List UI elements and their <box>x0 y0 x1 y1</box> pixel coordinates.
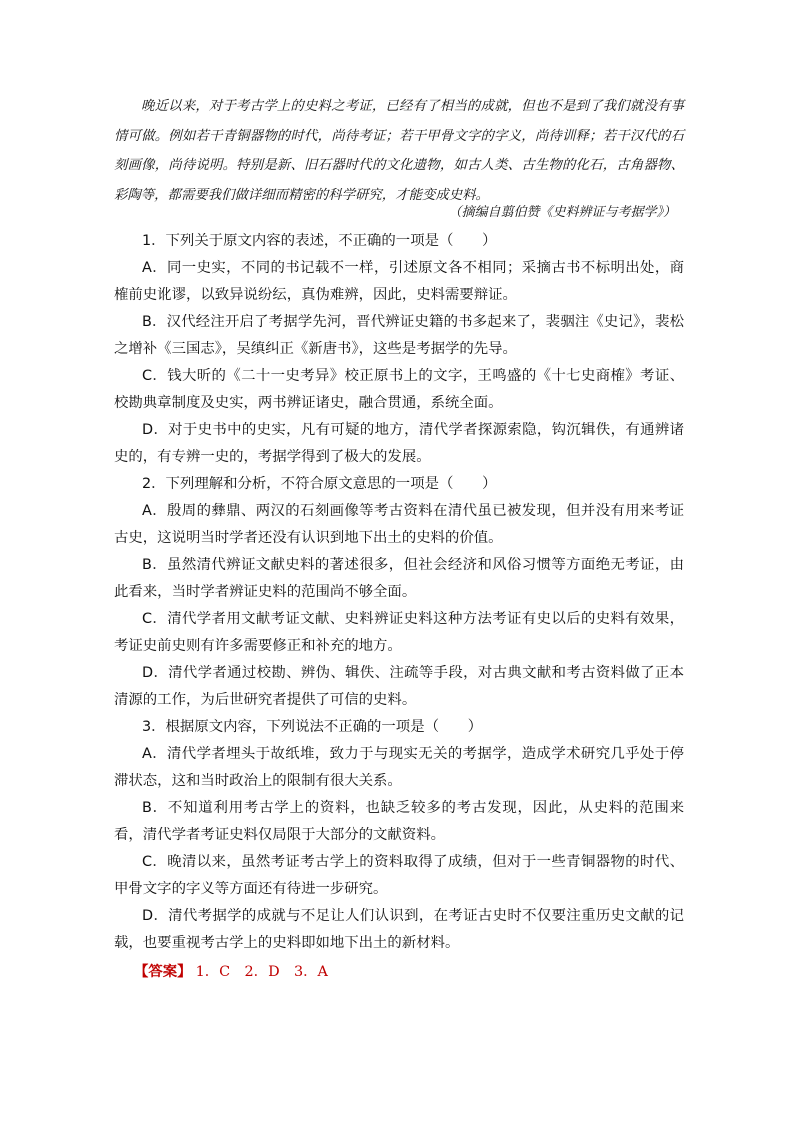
option-c: C．清代学者用文献考证文献、史料辨证史料这种方法考证有史以后的史料有效果，考证史前史则有许多需要修正和补充的地方。 <box>114 611 684 654</box>
option-a: A．殷周的彝鼎、两汉的石刻画像等考古资料在清代虽已被发现，但并没有用来考证古史，这说明当时学者还没有认识到地下出土的史料的价值。 <box>114 503 684 546</box>
option-c: C．晚清以来，虽然考证考古学上的资料取得了成绩，但对于一些青铜器物的时代、甲骨文字的字义等方面还有待进一步研究。 <box>114 854 684 897</box>
question-3 <box>114 714 684 957</box>
question-2 <box>114 471 684 714</box>
option-c: C．钱大昕的《二十一史考异》校正原书上的文字，王鸣盛的《十七史商榷》考证、校勘典章制度及史实，两书辨证诸史，融合贯通，系统全面。 <box>114 368 684 411</box>
question-1 <box>114 228 684 471</box>
option-a: A．清代学者埋头于故纸堆，致力于与现实无关的考据学，造成学术研究几乎处于停滞状态，这和当时政治上的限制有很大关系。 <box>114 746 684 789</box>
answer-line <box>114 959 684 986</box>
passage-excerpt <box>114 92 684 210</box>
option-b: B．虽然清代辨证文献史料的著述很多，但社会经济和风俗习惯等方面绝无考证，由此看来，当时学者辨证史料的范围尚不够全面。 <box>114 557 684 600</box>
option-d: D．清代考据学的成就与不足让人们认识到，在考证古史时不仅要注重历史文献的记载，也要重视考古学上的史料即如地下出土的新材料。 <box>114 908 684 951</box>
option-a: A．同一史实，不同的书记载不一样，引述原文各不相同；采摘古书不标明出处，商榷前史讹谬，以致异说纷纭，真伪难辨，因此，史料需要辩证。 <box>114 260 684 303</box>
passage-source: （摘编自翦伯赞《史料辨证与考据学》） <box>448 205 676 220</box>
answer-label: 【答案】 <box>134 964 192 980</box>
question-stem: 3．根据原文内容，下列说法不正确的一项是（ ） <box>142 719 483 735</box>
question-stem: 1．下列关于原文内容的表述，不正确的一项是（ ） <box>142 233 497 249</box>
answer-key: 1．C 2．D 3．A <box>195 964 328 980</box>
question-stem: 2．下列理解和分析，不符合原文意思的一项是（ ） <box>142 476 497 492</box>
question-list <box>114 228 684 986</box>
passage-paragraph: 晚近以来，对于考古学上的史料之考证，已经有了相当的成就，但也不是到了我们就没有事情可做。例如若干青铜器物的时代，尚待考证；若干甲骨文字的字义，尚待训释；若干汉代的石刻画像，尚待说明。特别是新、旧石器时代的文化遗物，如古人类、古生物的化石，古角器物、彩陶等，都需要我们做详细而精密的科学研究，才能变成史料。 <box>114 99 684 203</box>
option-b: B．汉代经注开启了考据学先河，晋代辨证史籍的书多起来了，裴骃注《史记》，裴松之增补《三国志》，吴缜纠正《新唐书》，这些是考据学的先导。 <box>114 314 684 357</box>
option-d: D．清代学者通过校勘、辨伪、辑佚、注疏等手段，对古典文献和考古资料做了正本清源的工作，为后世研究者提供了可信的史料。 <box>114 665 684 708</box>
option-d: D．对于史书中的史实，凡有可疑的地方，清代学者探源索隐，钩沉辑佚，有通辨诸史的，有专辨一史的，考据学得到了极大的发展。 <box>114 422 684 465</box>
option-b: B．不知道利用考古学上的资料，也缺乏较多的考古发现，因此，从史料的范围来看，清代学者考证史料仅局限于大部分的文献资料。 <box>114 800 684 843</box>
